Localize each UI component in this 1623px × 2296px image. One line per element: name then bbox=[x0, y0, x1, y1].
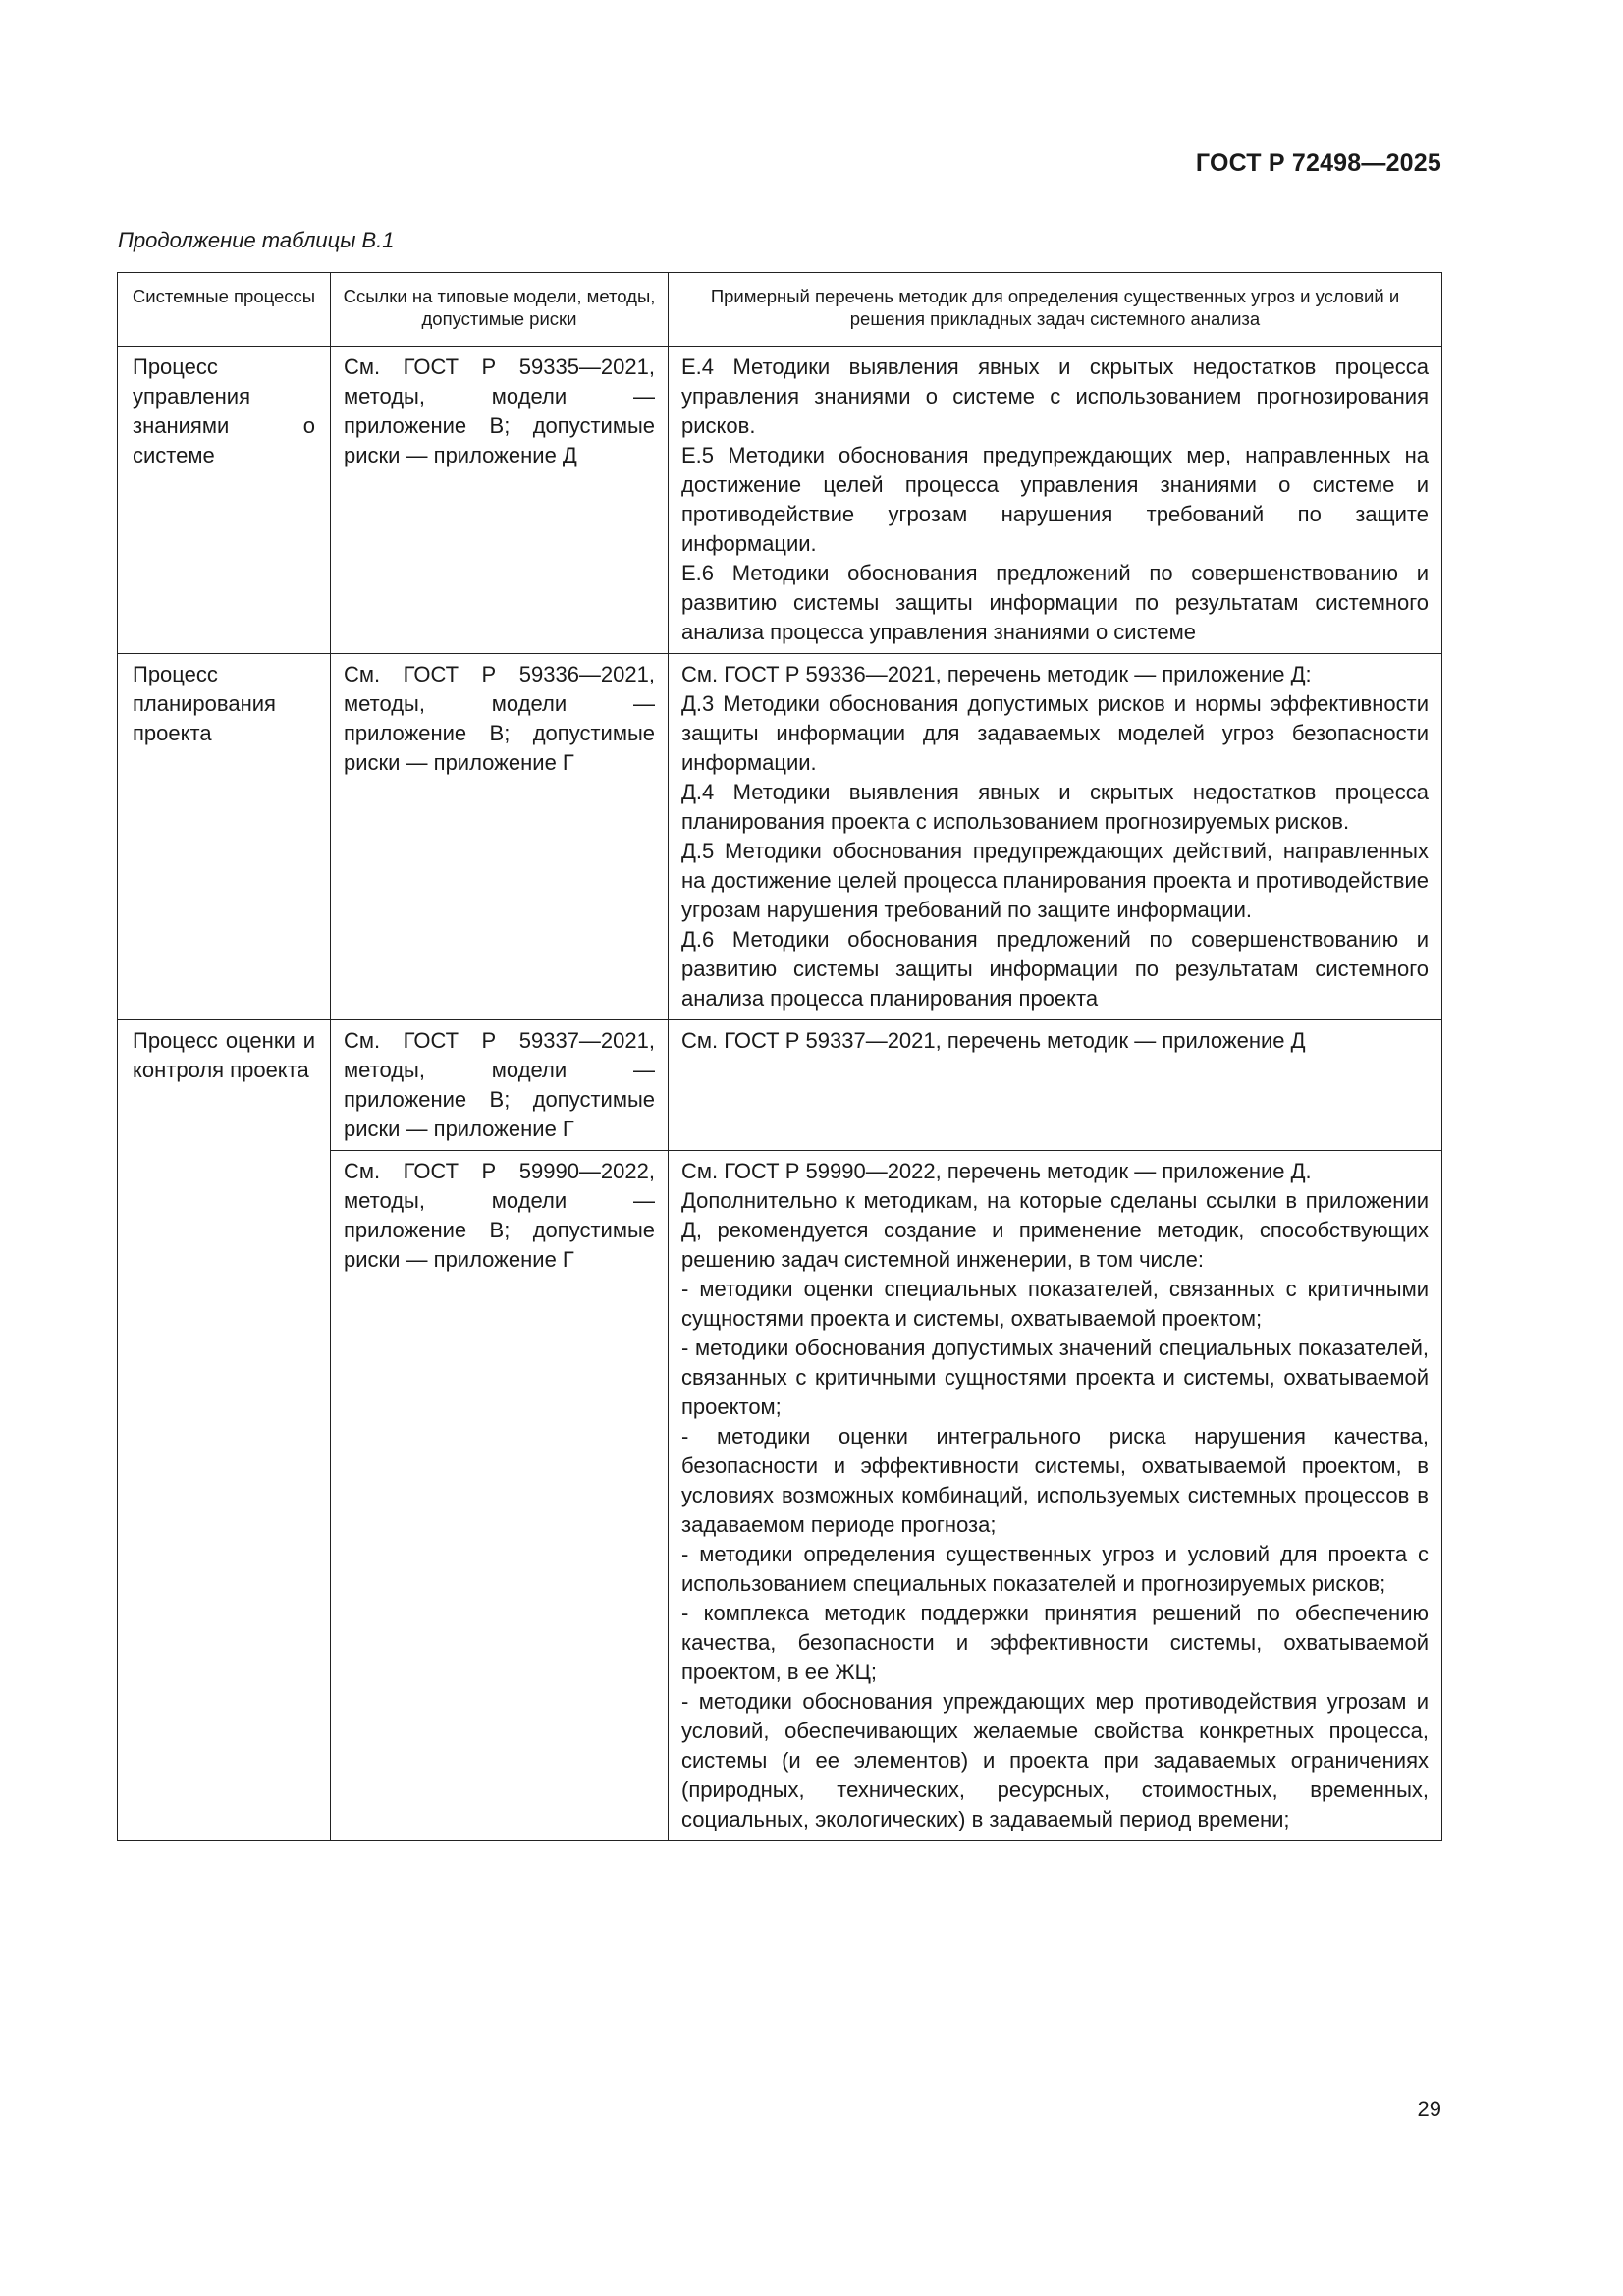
reference-cell: См. ГОСТ Р 59336—2021, методы, модели — приложение В; допустимые риски — приложение Г bbox=[331, 654, 669, 1020]
method-item: Д.4 Методики выявления явных и скрытых недостатков процесса планирования проекта с использованием прогнозируемых рисков. bbox=[681, 780, 1429, 834]
reference-cell: См. ГОСТ Р 59335—2021, методы, модели — приложение В; допустимые риски — приложение Д bbox=[331, 347, 669, 654]
method-item: См. ГОСТ Р 59337—2021, перечень методик — приложение Д bbox=[681, 1028, 1306, 1053]
column-header-processes: Системные процессы bbox=[118, 273, 331, 343]
method-item: См. ГОСТ Р 59336—2021, перечень методик — приложение Д: bbox=[681, 662, 1312, 686]
table-caption: Продолжение таблицы В.1 bbox=[118, 228, 395, 252]
methods-cell bbox=[669, 347, 1442, 654]
table-header-row bbox=[118, 273, 1442, 343]
column-header-references: Ссылки на типовые модели, методы, допустимые риски bbox=[331, 273, 669, 343]
document-code: ГОСТ Р 72498—2025 bbox=[1195, 149, 1441, 177]
methods-cell bbox=[669, 1020, 1442, 1151]
reference-cell: См. ГОСТ Р 59990—2022, методы, модели — приложение В; допустимые риски — приложение Г bbox=[331, 1151, 669, 1841]
method-item: - методики оценки интегрального риска нарушения качества, безопасности и эффективности системы, охватываемой проектом, в условиях возможных комбинаций, используемых системных процессов в задаваемом периоде прогноза; bbox=[681, 1424, 1429, 1537]
process-cell: Процесс управления знаниями о системе bbox=[118, 347, 331, 654]
table-row bbox=[118, 1020, 1442, 1151]
method-item: Е.5 Методики обоснования предупреждающих мер, направленных на достижение целей процесса управления знаниями о системе и противодействие угрозам нарушения требований по защите информации. bbox=[681, 443, 1429, 556]
methods-cell bbox=[669, 654, 1442, 1020]
method-item: Е.6 Методики обоснования предложений по совершенствованию и развитию системы защиты информации по результатам системного анализа процесса управления знаниями о системе bbox=[681, 561, 1429, 644]
method-item: - методики определения существенных угроз и условий для проекта с использованием специальных показателей и прогнозируемых рисков; bbox=[681, 1542, 1429, 1596]
method-item: Дополнительно к методикам, на которые сделаны ссылки в приложении Д, рекомендуется создание и применение методик, способствующих решению задач системной инженерии, в том числе: bbox=[681, 1188, 1429, 1272]
method-item: - методики оценки специальных показателей, связанных с критичными сущностями проекта и системы, охватываемой проектом; bbox=[681, 1277, 1429, 1331]
method-item: Д.6 Методики обоснования предложений по совершенствованию и развитию системы защиты информации по результатам системного анализа процесса планирования проекта bbox=[681, 927, 1429, 1011]
reference-cell: См. ГОСТ Р 59337—2021, методы, модели — приложение В; допустимые риски — приложение Г bbox=[331, 1020, 669, 1151]
page-number: 29 bbox=[1417, 2097, 1441, 2121]
process-cell: Процесс планирования проекта bbox=[118, 654, 331, 1020]
method-item: - методики обоснования допустимых значений специальных показателей, связанных с критичными сущностями проекта и системы, охватываемой проектом; bbox=[681, 1336, 1429, 1419]
process-cell: Процесс оценки и контроля проекта bbox=[118, 1020, 331, 1841]
method-item: - методики обоснования упреждающих мер противодействия угрозам и условий, обеспечивающих желаемые свойства конкретных процесса, системы (и ее элементов) и проекта при задаваемых ограничениях (природных, технических, ресурсных, стоимостных, временных, социальных, экологических) в задаваемый период времени; bbox=[681, 1689, 1429, 1831]
method-item: - комплекса методик поддержки принятия решений по обеспечению качества, безопасности и эффективности системы, охватываемой проектом, в ее ЖЦ; bbox=[681, 1601, 1429, 1684]
column-header-methods: Примерный перечень методик для определения существенных угроз и условий и решения прикладных задач системного анализа bbox=[669, 273, 1442, 343]
table-row bbox=[118, 654, 1442, 1020]
methods-table bbox=[117, 272, 1442, 1841]
method-item: Д.3 Методики обоснования допустимых рисков и нормы эффективности защиты информации для задаваемых моделей угроз безопасности информации. bbox=[681, 691, 1429, 775]
table-row bbox=[118, 347, 1442, 654]
method-item: См. ГОСТ Р 59990—2022, перечень методик — приложение Д. bbox=[681, 1159, 1312, 1183]
methods-cell bbox=[669, 1151, 1442, 1841]
method-item: Е.4 Методики выявления явных и скрытых недостатков процесса управления знаниями о системе с использованием прогнозирования рисков. bbox=[681, 355, 1429, 438]
method-item: Д.5 Методики обоснования предупреждающих действий, направленных на достижение целей процесса планирования проекта и противодействие угрозам нарушения требований по защите информации. bbox=[681, 839, 1429, 922]
